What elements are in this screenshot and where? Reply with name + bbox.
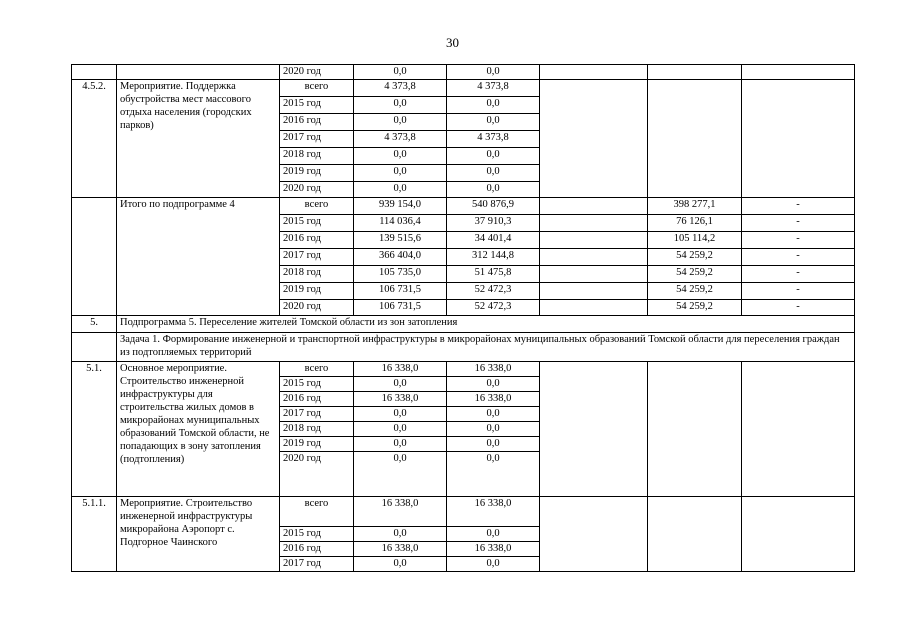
other-cell: -	[742, 249, 855, 266]
item-name: Основное мероприятие. Строительство инженерной инфраструктуры для строительства жилых домов в микрорайонах муниципальных образований Томской области, не попадающих в зону затопления (подтопления)	[117, 362, 280, 497]
local-cell: 54 259,2	[648, 266, 742, 283]
total-cell: 366 404,0	[354, 249, 447, 266]
total-cell: 16 338,0	[354, 362, 447, 377]
other-cell: -	[742, 232, 855, 249]
year-cell: 2017 год	[280, 407, 354, 422]
year-cell: всего	[280, 497, 354, 527]
federal-cell: 52 472,3	[447, 283, 540, 300]
total-cell: 106 731,5	[354, 283, 447, 300]
total-cell: 0,0	[354, 65, 447, 80]
total-cell: 0,0	[354, 527, 447, 542]
federal-cell: 16 338,0	[447, 497, 540, 527]
federal-cell: 0,0	[447, 65, 540, 80]
year-cell: всего	[280, 80, 354, 97]
total-cell: 0,0	[354, 182, 447, 198]
federal-cell: 540 876,9	[447, 198, 540, 215]
total-cell: 0,0	[354, 377, 447, 392]
total-cell: 114 036,4	[354, 215, 447, 232]
table-row	[72, 80, 855, 97]
total-cell: 4 373,8	[354, 131, 447, 148]
subprogram-title: Подпрограмма 5. Переселение жителей Томской области из зон затопления	[117, 316, 855, 333]
federal-cell: 0,0	[447, 377, 540, 392]
year-cell: 2018 год	[280, 266, 354, 283]
item-number: 5.1.1.	[72, 497, 117, 572]
task-title: Задача 1. Формирование инженерной и транспортной инфраструктуры в микрорайонах муниципальных образований Томской области для переселения граждан из подтопляемых территорий	[117, 333, 855, 362]
year-cell: всего	[280, 362, 354, 377]
local-cell: 105 114,2	[648, 232, 742, 249]
year-cell: 2015 год	[280, 97, 354, 114]
federal-cell: 4 373,8	[447, 131, 540, 148]
year-cell: 2015 год	[280, 215, 354, 232]
year-cell: 2015 год	[280, 377, 354, 392]
year-cell: 2016 год	[280, 542, 354, 557]
year-cell: 2020 год	[280, 452, 354, 497]
year-cell: 2017 год	[280, 557, 354, 572]
budget-table	[71, 64, 855, 572]
total-cell: 0,0	[354, 557, 447, 572]
federal-cell: 16 338,0	[447, 392, 540, 407]
federal-cell: 0,0	[447, 452, 540, 497]
item-number: 5.1.	[72, 362, 117, 497]
section-number: 5.	[72, 316, 117, 333]
total-cell: 16 338,0	[354, 542, 447, 557]
year-cell: 2016 год	[280, 114, 354, 131]
total-cell: 0,0	[354, 114, 447, 131]
year-cell: 2018 год	[280, 148, 354, 165]
other-cell: -	[742, 283, 855, 300]
total-cell: 939 154,0	[354, 198, 447, 215]
year-cell: 2019 год	[280, 283, 354, 300]
federal-cell: 0,0	[447, 407, 540, 422]
total-cell: 0,0	[354, 437, 447, 452]
total-cell: 0,0	[354, 407, 447, 422]
federal-cell: 0,0	[447, 422, 540, 437]
federal-cell: 0,0	[447, 97, 540, 114]
year-cell: 2017 год	[280, 249, 354, 266]
total-cell: 0,0	[354, 452, 447, 497]
other-cell: -	[742, 215, 855, 232]
federal-cell: 52 472,3	[447, 300, 540, 316]
table-row	[72, 198, 855, 215]
federal-cell: 37 910,3	[447, 215, 540, 232]
year-cell: 2015 год	[280, 527, 354, 542]
local-cell: 54 259,2	[648, 300, 742, 316]
total-cell: 0,0	[354, 148, 447, 165]
year-cell: 2016 год	[280, 232, 354, 249]
other-cell: -	[742, 300, 855, 316]
federal-cell: 51 475,8	[447, 266, 540, 283]
federal-cell: 0,0	[447, 437, 540, 452]
subtotal-label: Итого по подпрограмме 4	[117, 198, 280, 316]
total-cell: 0,0	[354, 422, 447, 437]
other-cell: -	[742, 266, 855, 283]
total-cell: 105 735,0	[354, 266, 447, 283]
year-cell: 2017 год	[280, 131, 354, 148]
federal-cell: 0,0	[447, 527, 540, 542]
year-cell: 2018 год	[280, 422, 354, 437]
federal-cell: 16 338,0	[447, 542, 540, 557]
year-cell: 2020 год	[280, 300, 354, 316]
total-cell: 0,0	[354, 97, 447, 114]
total-cell: 0,0	[354, 165, 447, 182]
local-cell: 398 277,1	[648, 198, 742, 215]
federal-cell: 0,0	[447, 557, 540, 572]
page-number: 30	[446, 35, 459, 50]
table-row	[72, 65, 855, 80]
item-name: Мероприятие. Строительство инженерной инфраструктуры микрорайона Аэропорт с. Подгорное Чаинского	[117, 497, 280, 572]
year-cell: 2019 год	[280, 165, 354, 182]
federal-cell: 0,0	[447, 165, 540, 182]
year-cell: 2020 год	[280, 182, 354, 198]
year-cell: 2019 год	[280, 437, 354, 452]
table-row	[72, 333, 855, 362]
year-cell: 2020 год	[280, 65, 354, 80]
federal-cell: 0,0	[447, 182, 540, 198]
item-name: Мероприятие. Поддержка обустройства мест массового отдыха населения (городских парков)	[117, 80, 280, 198]
year-cell: всего	[280, 198, 354, 215]
local-cell: 54 259,2	[648, 249, 742, 266]
table-row	[72, 497, 855, 527]
total-cell: 16 338,0	[354, 392, 447, 407]
total-cell: 16 338,0	[354, 497, 447, 527]
table-row	[72, 362, 855, 377]
year-cell: 2016 год	[280, 392, 354, 407]
table-row	[72, 316, 855, 333]
federal-cell: 0,0	[447, 148, 540, 165]
federal-cell: 4 373,8	[447, 80, 540, 97]
total-cell: 106 731,5	[354, 300, 447, 316]
total-cell: 4 373,8	[354, 80, 447, 97]
total-cell: 139 515,6	[354, 232, 447, 249]
other-cell: -	[742, 198, 855, 215]
federal-cell: 312 144,8	[447, 249, 540, 266]
federal-cell: 16 338,0	[447, 362, 540, 377]
federal-cell: 34 401,4	[447, 232, 540, 249]
federal-cell: 0,0	[447, 114, 540, 131]
item-number: 4.5.2.	[72, 80, 117, 198]
local-cell: 54 259,2	[648, 283, 742, 300]
local-cell: 76 126,1	[648, 215, 742, 232]
